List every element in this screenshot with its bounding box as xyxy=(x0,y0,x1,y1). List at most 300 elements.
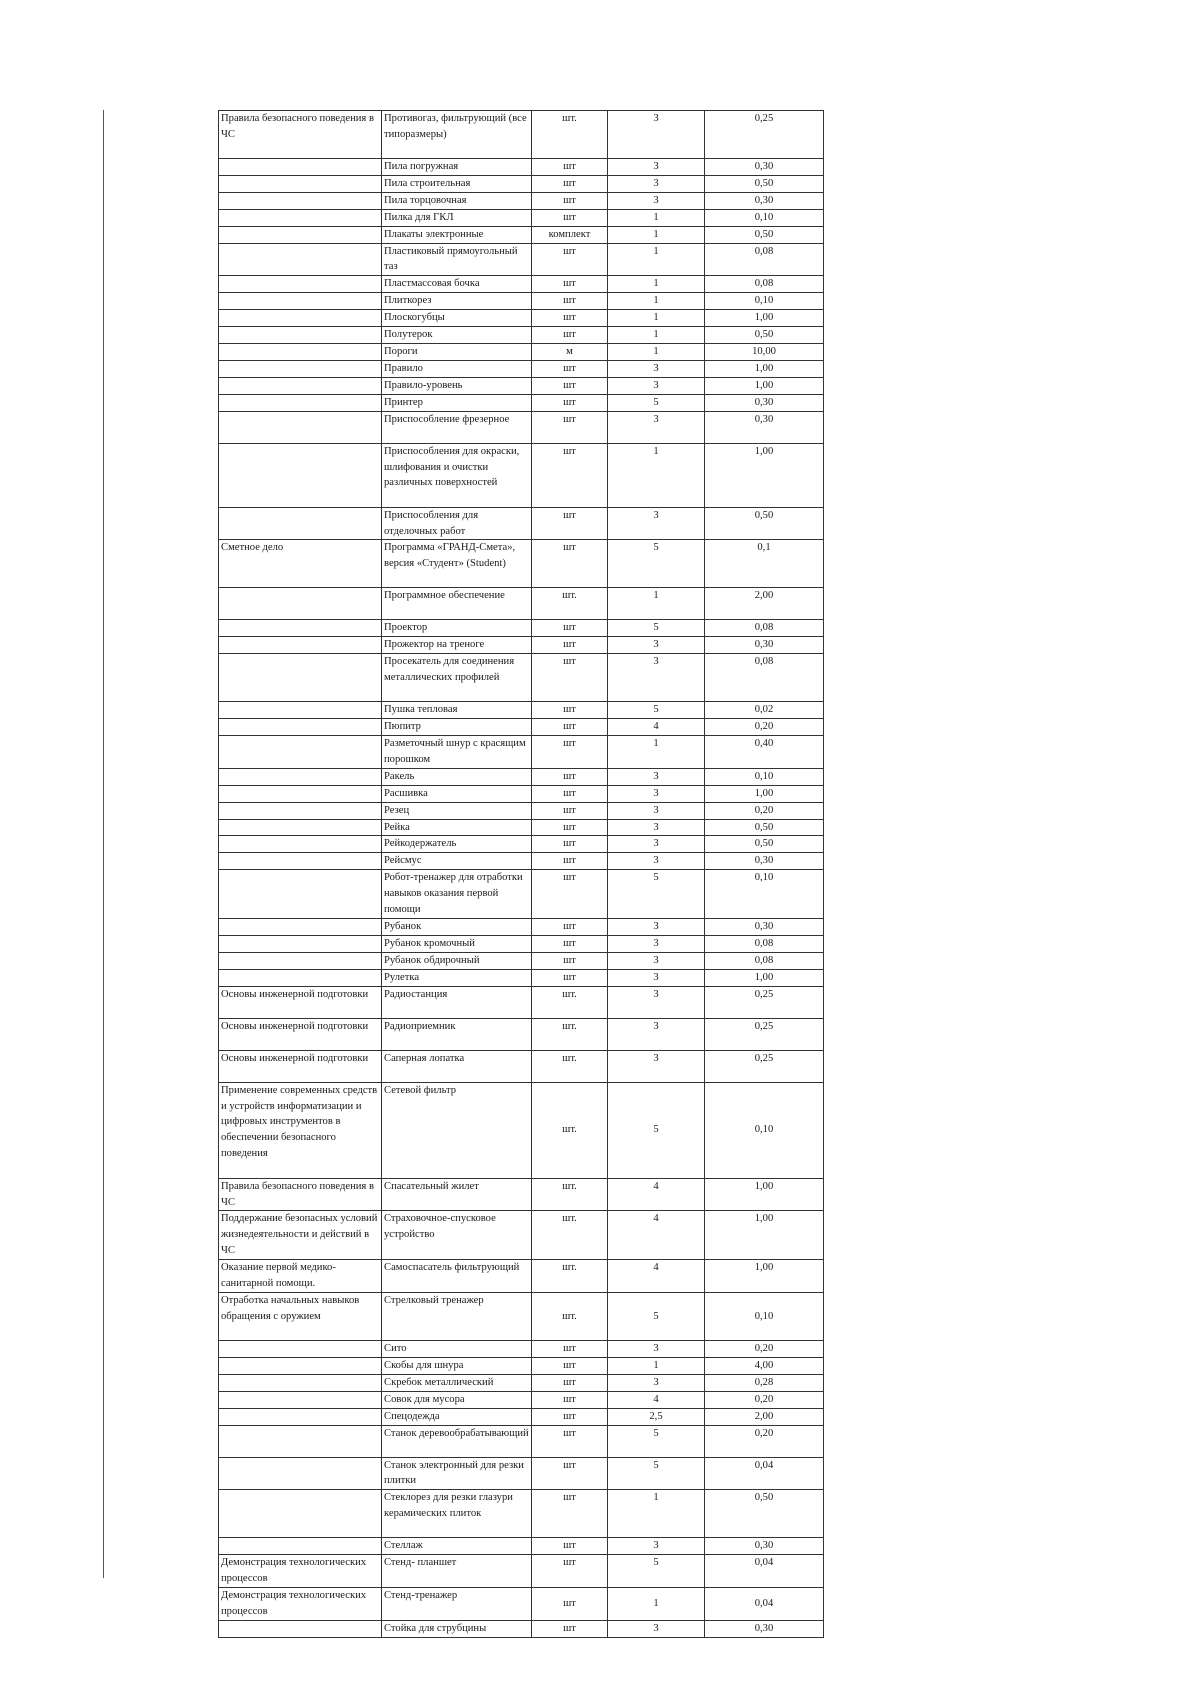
item-name-cell: Рейсмус xyxy=(382,853,532,870)
value-cell: 0,30 xyxy=(705,919,824,936)
section-cell: Поддержание безопасных условий жизнедеятельности и действий в ЧС xyxy=(219,1211,382,1260)
section-cell xyxy=(219,1620,382,1637)
table-row xyxy=(219,870,824,919)
value-cell: 0,50 xyxy=(705,507,824,540)
quantity-cell: 3 xyxy=(608,768,705,785)
table-row xyxy=(219,175,824,192)
unit-cell: шт xyxy=(532,276,608,293)
item-name-cell: Рубанок обдирочный xyxy=(382,952,532,969)
unit-cell: шт xyxy=(532,637,608,654)
quantity-cell: 3 xyxy=(608,175,705,192)
unit-cell: шт xyxy=(532,192,608,209)
table-row xyxy=(219,802,824,819)
table-row xyxy=(219,1050,824,1082)
unit-cell: шт xyxy=(532,1457,608,1490)
table-row xyxy=(219,620,824,637)
quantity-cell: 3 xyxy=(608,935,705,952)
table-row xyxy=(219,1260,824,1293)
table-row xyxy=(219,785,824,802)
value-cell: 0,08 xyxy=(705,952,824,969)
unit-cell: шт xyxy=(532,1374,608,1391)
item-name-cell: Проектор xyxy=(382,620,532,637)
section-cell xyxy=(219,802,382,819)
value-cell: 0,10 xyxy=(705,870,824,919)
item-name-cell: Самоспасатель фильтрующий xyxy=(382,1260,532,1293)
section-cell xyxy=(219,768,382,785)
quantity-cell: 3 xyxy=(608,192,705,209)
value-cell: 0,20 xyxy=(705,1391,824,1408)
unit-cell: шт xyxy=(532,243,608,276)
quantity-cell: 1 xyxy=(608,209,705,226)
value-cell: 1,00 xyxy=(705,969,824,986)
section-cell xyxy=(219,1425,382,1457)
section-cell xyxy=(219,1357,382,1374)
unit-cell: шт. xyxy=(532,1178,608,1211)
section-cell: Демонстрация технологических процессов xyxy=(219,1588,382,1621)
table-row xyxy=(219,1620,824,1637)
section-cell: Основы инженерной подготовки xyxy=(219,986,382,1018)
unit-cell: шт xyxy=(532,853,608,870)
item-name-cell: Робот-тренажер для отработки навыков оказания первой помощи xyxy=(382,870,532,919)
section-cell: Правила безопасного поведения в ЧС xyxy=(219,111,382,159)
value-cell: 0,04 xyxy=(705,1457,824,1490)
value-cell: 0,50 xyxy=(705,819,824,836)
section-cell xyxy=(219,853,382,870)
section-cell xyxy=(219,702,382,719)
value-cell: 4,00 xyxy=(705,1357,824,1374)
table-row xyxy=(219,819,824,836)
quantity-cell: 3 xyxy=(608,1018,705,1050)
item-name-cell: Пилка для ГКЛ xyxy=(382,209,532,226)
table-row xyxy=(219,654,824,702)
unit-cell: шт. xyxy=(532,1260,608,1293)
table-row xyxy=(219,507,824,540)
item-name-cell: Стрелковый тренажер xyxy=(382,1292,532,1340)
table-row xyxy=(219,540,824,588)
table-row xyxy=(219,276,824,293)
section-cell xyxy=(219,175,382,192)
item-name-cell: Принтер xyxy=(382,394,532,411)
quantity-cell: 1 xyxy=(608,226,705,243)
item-name-cell: Полутерок xyxy=(382,327,532,344)
section-cell xyxy=(219,1490,382,1538)
section-cell: Применение современных средств и устройств информатизации и цифровых инструментов в обеспечении безопасного поведения xyxy=(219,1082,382,1178)
quantity-cell: 5 xyxy=(608,1555,705,1588)
item-name-cell: Прожектор на треноге xyxy=(382,637,532,654)
section-cell xyxy=(219,1374,382,1391)
quantity-cell: 3 xyxy=(608,802,705,819)
unit-cell: шт xyxy=(532,819,608,836)
item-name-cell: Приспособления для окраски, шлифования и очистки различных поверхностей xyxy=(382,443,532,507)
unit-cell: шт xyxy=(532,411,608,443)
item-name-cell: Правило-уровень xyxy=(382,377,532,394)
quantity-cell: 1 xyxy=(608,588,705,620)
value-cell: 0,50 xyxy=(705,327,824,344)
table-row xyxy=(219,935,824,952)
value-cell: 0,30 xyxy=(705,192,824,209)
item-name-cell: Правило xyxy=(382,360,532,377)
table-row xyxy=(219,1425,824,1457)
table-row xyxy=(219,836,824,853)
section-cell xyxy=(219,159,382,176)
table-row xyxy=(219,853,824,870)
table-row xyxy=(219,1357,824,1374)
item-name-cell: Резец xyxy=(382,802,532,819)
item-name-cell: Пороги xyxy=(382,343,532,360)
item-name-cell: Рейкодержатель xyxy=(382,836,532,853)
table-row xyxy=(219,1408,824,1425)
unit-cell: шт xyxy=(532,1391,608,1408)
quantity-cell: 4 xyxy=(608,1260,705,1293)
quantity-cell: 3 xyxy=(608,1340,705,1357)
quantity-cell: 3 xyxy=(608,1538,705,1555)
value-cell: 1,00 xyxy=(705,310,824,327)
item-name-cell: Пюпитр xyxy=(382,719,532,736)
value-cell: 0,50 xyxy=(705,1490,824,1538)
quantity-cell: 5 xyxy=(608,394,705,411)
table-row xyxy=(219,952,824,969)
table-row xyxy=(219,159,824,176)
section-cell xyxy=(219,443,382,507)
unit-cell: м xyxy=(532,343,608,360)
unit-cell: шт. xyxy=(532,1018,608,1050)
table-row xyxy=(219,1538,824,1555)
item-name-cell: Рулетка xyxy=(382,969,532,986)
item-name-cell: Пластмассовая бочка xyxy=(382,276,532,293)
unit-cell: шт xyxy=(532,836,608,853)
item-name-cell: Пила погружная xyxy=(382,159,532,176)
item-name-cell: Рубанок кромочный xyxy=(382,935,532,952)
value-cell: 0,20 xyxy=(705,1425,824,1457)
quantity-cell: 5 xyxy=(608,1292,705,1340)
value-cell: 0,20 xyxy=(705,802,824,819)
unit-cell: шт. xyxy=(532,1050,608,1082)
table-row xyxy=(219,969,824,986)
value-cell: 0,30 xyxy=(705,1538,824,1555)
quantity-cell: 3 xyxy=(608,377,705,394)
section-cell xyxy=(219,785,382,802)
value-cell: 0,10 xyxy=(705,1082,824,1178)
quantity-cell: 3 xyxy=(608,819,705,836)
unit-cell: шт xyxy=(532,1538,608,1555)
table-row xyxy=(219,1292,824,1340)
value-cell: 0,30 xyxy=(705,394,824,411)
table-row xyxy=(219,310,824,327)
item-name-cell: Сито xyxy=(382,1340,532,1357)
section-cell xyxy=(219,343,382,360)
item-name-cell: Рубанок xyxy=(382,919,532,936)
table-row xyxy=(219,1457,824,1490)
unit-cell: шт xyxy=(532,540,608,588)
item-name-cell: Скребок металлический xyxy=(382,1374,532,1391)
section-cell xyxy=(219,310,382,327)
quantity-cell: 1 xyxy=(608,276,705,293)
quantity-cell: 1 xyxy=(608,243,705,276)
value-cell: 0,25 xyxy=(705,1018,824,1050)
quantity-cell: 1 xyxy=(608,443,705,507)
item-name-cell: Пила торцовочная xyxy=(382,192,532,209)
value-cell: 1,00 xyxy=(705,1260,824,1293)
quantity-cell: 4 xyxy=(608,1178,705,1211)
table-row xyxy=(219,192,824,209)
unit-cell: шт xyxy=(532,736,608,769)
quantity-cell: 5 xyxy=(608,870,705,919)
section-cell xyxy=(219,919,382,936)
item-name-cell: Рейка xyxy=(382,819,532,836)
item-name-cell: Стойка для струбцины xyxy=(382,1620,532,1637)
quantity-cell: 2,5 xyxy=(608,1408,705,1425)
item-name-cell: Радиоприемник xyxy=(382,1018,532,1050)
quantity-cell: 1 xyxy=(608,343,705,360)
value-cell: 0,04 xyxy=(705,1588,824,1621)
section-cell xyxy=(219,192,382,209)
value-cell: 2,00 xyxy=(705,588,824,620)
quantity-cell: 1 xyxy=(608,1588,705,1621)
value-cell: 0,50 xyxy=(705,226,824,243)
section-cell xyxy=(219,209,382,226)
unit-cell: шт xyxy=(532,209,608,226)
item-name-cell: Пластиковый прямоугольный таз xyxy=(382,243,532,276)
quantity-cell: 3 xyxy=(608,360,705,377)
table-row xyxy=(219,343,824,360)
item-name-cell: Приспособления для отделочных работ xyxy=(382,507,532,540)
unit-cell: шт xyxy=(532,377,608,394)
value-cell: 0,50 xyxy=(705,175,824,192)
quantity-cell: 3 xyxy=(608,836,705,853)
quantity-cell: 1 xyxy=(608,1357,705,1374)
section-cell xyxy=(219,1538,382,1555)
value-cell: 0,08 xyxy=(705,276,824,293)
unit-cell: шт xyxy=(532,1408,608,1425)
table-row xyxy=(219,209,824,226)
item-name-cell: Стеллаж xyxy=(382,1538,532,1555)
quantity-cell: 3 xyxy=(608,919,705,936)
unit-cell: шт. xyxy=(532,1082,608,1178)
table-row xyxy=(219,1588,824,1621)
quantity-cell: 4 xyxy=(608,1391,705,1408)
table-row xyxy=(219,1340,824,1357)
section-cell xyxy=(219,654,382,702)
quantity-cell: 3 xyxy=(608,111,705,159)
unit-cell: шт xyxy=(532,1588,608,1621)
item-name-cell: Программа «ГРАНД-Смета», версия «Студент» (Student) xyxy=(382,540,532,588)
unit-cell: шт xyxy=(532,919,608,936)
section-cell xyxy=(219,736,382,769)
table-row xyxy=(219,588,824,620)
section-cell xyxy=(219,588,382,620)
unit-cell: шт xyxy=(532,620,608,637)
value-cell: 0,08 xyxy=(705,935,824,952)
unit-cell: шт xyxy=(532,969,608,986)
unit-cell: шт xyxy=(532,327,608,344)
unit-cell: шт xyxy=(532,175,608,192)
value-cell: 0,08 xyxy=(705,243,824,276)
quantity-cell: 1 xyxy=(608,293,705,310)
section-cell xyxy=(219,377,382,394)
quantity-cell: 5 xyxy=(608,1425,705,1457)
table-row xyxy=(219,1555,824,1588)
table-row xyxy=(219,702,824,719)
item-name-cell: Пила строительная xyxy=(382,175,532,192)
quantity-cell: 5 xyxy=(608,702,705,719)
quantity-cell: 3 xyxy=(608,507,705,540)
value-cell: 0,50 xyxy=(705,836,824,853)
equipment-table xyxy=(218,110,824,1638)
quantity-cell: 3 xyxy=(608,1050,705,1082)
quantity-cell: 3 xyxy=(608,1620,705,1637)
section-cell xyxy=(219,276,382,293)
table-row xyxy=(219,243,824,276)
value-cell: 0,25 xyxy=(705,111,824,159)
value-cell: 0,10 xyxy=(705,209,824,226)
item-name-cell: Плакаты электронные xyxy=(382,226,532,243)
table-row xyxy=(219,637,824,654)
table-row xyxy=(219,768,824,785)
section-cell xyxy=(219,411,382,443)
quantity-cell: 1 xyxy=(608,736,705,769)
item-name-cell: Спасательный жилет xyxy=(382,1178,532,1211)
value-cell: 1,00 xyxy=(705,785,824,802)
value-cell: 2,00 xyxy=(705,1408,824,1425)
value-cell: 0,02 xyxy=(705,702,824,719)
quantity-cell: 3 xyxy=(608,853,705,870)
section-cell xyxy=(219,360,382,377)
unit-cell: шт xyxy=(532,702,608,719)
section-cell xyxy=(219,819,382,836)
section-cell xyxy=(219,935,382,952)
unit-cell: шт xyxy=(532,654,608,702)
value-cell: 10,00 xyxy=(705,343,824,360)
section-cell: Отработка начальных навыков обращения с оружием xyxy=(219,1292,382,1340)
section-cell xyxy=(219,836,382,853)
quantity-cell: 3 xyxy=(608,785,705,802)
value-cell: 0,28 xyxy=(705,1374,824,1391)
value-cell: 0,25 xyxy=(705,1050,824,1082)
quantity-cell: 3 xyxy=(608,411,705,443)
table-row xyxy=(219,293,824,310)
value-cell: 0,30 xyxy=(705,159,824,176)
value-cell: 0,20 xyxy=(705,719,824,736)
table-row xyxy=(219,327,824,344)
unit-cell: шт xyxy=(532,785,608,802)
quantity-cell: 3 xyxy=(608,969,705,986)
unit-cell: шт xyxy=(532,360,608,377)
item-name-cell: Стенд-тренажер xyxy=(382,1588,532,1621)
unit-cell: шт xyxy=(532,1340,608,1357)
value-cell: 0,10 xyxy=(705,293,824,310)
quantity-cell: 3 xyxy=(608,637,705,654)
table-row xyxy=(219,1211,824,1260)
item-name-cell: Станок деревообрабатывающий xyxy=(382,1425,532,1457)
quantity-cell: 3 xyxy=(608,654,705,702)
quantity-cell: 4 xyxy=(608,1211,705,1260)
value-cell: 0,04 xyxy=(705,1555,824,1588)
section-cell xyxy=(219,637,382,654)
section-cell xyxy=(219,507,382,540)
page-margin-line xyxy=(103,110,104,1578)
quantity-cell: 1 xyxy=(608,310,705,327)
section-cell: Сметное дело xyxy=(219,540,382,588)
table-row xyxy=(219,986,824,1018)
item-name-cell: Стенд- планшет xyxy=(382,1555,532,1588)
table-row xyxy=(219,1490,824,1538)
unit-cell: шт xyxy=(532,1357,608,1374)
section-cell xyxy=(219,293,382,310)
quantity-cell: 3 xyxy=(608,986,705,1018)
table-row xyxy=(219,919,824,936)
section-cell xyxy=(219,226,382,243)
item-name-cell: Просекатель для соединения металлических профилей xyxy=(382,654,532,702)
value-cell: 0,30 xyxy=(705,637,824,654)
section-cell xyxy=(219,394,382,411)
unit-cell: шт xyxy=(532,394,608,411)
quantity-cell: 5 xyxy=(608,620,705,637)
unit-cell: шт xyxy=(532,935,608,952)
quantity-cell: 1 xyxy=(608,327,705,344)
value-cell: 0,08 xyxy=(705,654,824,702)
quantity-cell: 1 xyxy=(608,1490,705,1538)
section-cell xyxy=(219,969,382,986)
value-cell: 0,1 xyxy=(705,540,824,588)
item-name-cell: Станок электронный для резки плитки xyxy=(382,1457,532,1490)
section-cell: Правила безопасного поведения в ЧС xyxy=(219,1178,382,1211)
section-cell xyxy=(219,620,382,637)
item-name-cell: Скобы для шнура xyxy=(382,1357,532,1374)
unit-cell: шт xyxy=(532,507,608,540)
section-cell xyxy=(219,1408,382,1425)
value-cell: 0,20 xyxy=(705,1340,824,1357)
value-cell: 1,00 xyxy=(705,1211,824,1260)
quantity-cell: 3 xyxy=(608,159,705,176)
value-cell: 1,00 xyxy=(705,360,824,377)
unit-cell: комплект xyxy=(532,226,608,243)
unit-cell: шт xyxy=(532,768,608,785)
unit-cell: шт xyxy=(532,1555,608,1588)
unit-cell: шт. xyxy=(532,588,608,620)
item-name-cell: Разметочный шнур с красящим порошком xyxy=(382,736,532,769)
unit-cell: шт. xyxy=(532,1211,608,1260)
unit-cell: шт xyxy=(532,802,608,819)
value-cell: 0,40 xyxy=(705,736,824,769)
item-name-cell: Сетевой фильтр xyxy=(382,1082,532,1178)
item-name-cell: Пушка тепловая xyxy=(382,702,532,719)
section-cell: Основы инженерной подготовки xyxy=(219,1018,382,1050)
section-cell xyxy=(219,243,382,276)
unit-cell: шт xyxy=(532,1620,608,1637)
unit-cell: шт xyxy=(532,952,608,969)
quantity-cell: 3 xyxy=(608,952,705,969)
unit-cell: шт xyxy=(532,159,608,176)
quantity-cell: 4 xyxy=(608,719,705,736)
item-name-cell: Программное обеспечение xyxy=(382,588,532,620)
section-cell xyxy=(219,1457,382,1490)
item-name-cell: Совок для мусора xyxy=(382,1391,532,1408)
unit-cell: шт xyxy=(532,293,608,310)
value-cell: 1,00 xyxy=(705,443,824,507)
item-name-cell: Противогаз, фильтрующий (все типоразмеры) xyxy=(382,111,532,159)
unit-cell: шт. xyxy=(532,1292,608,1340)
item-name-cell: Стеклорез для резки глазури керамических плиток xyxy=(382,1490,532,1538)
unit-cell: шт xyxy=(532,1490,608,1538)
table-row xyxy=(219,736,824,769)
section-cell xyxy=(219,719,382,736)
item-name-cell: Плоскогубцы xyxy=(382,310,532,327)
table-row xyxy=(219,394,824,411)
unit-cell: шт xyxy=(532,1425,608,1457)
value-cell: 0,30 xyxy=(705,411,824,443)
item-name-cell: Ракель xyxy=(382,768,532,785)
item-name-cell: Спецодежда xyxy=(382,1408,532,1425)
